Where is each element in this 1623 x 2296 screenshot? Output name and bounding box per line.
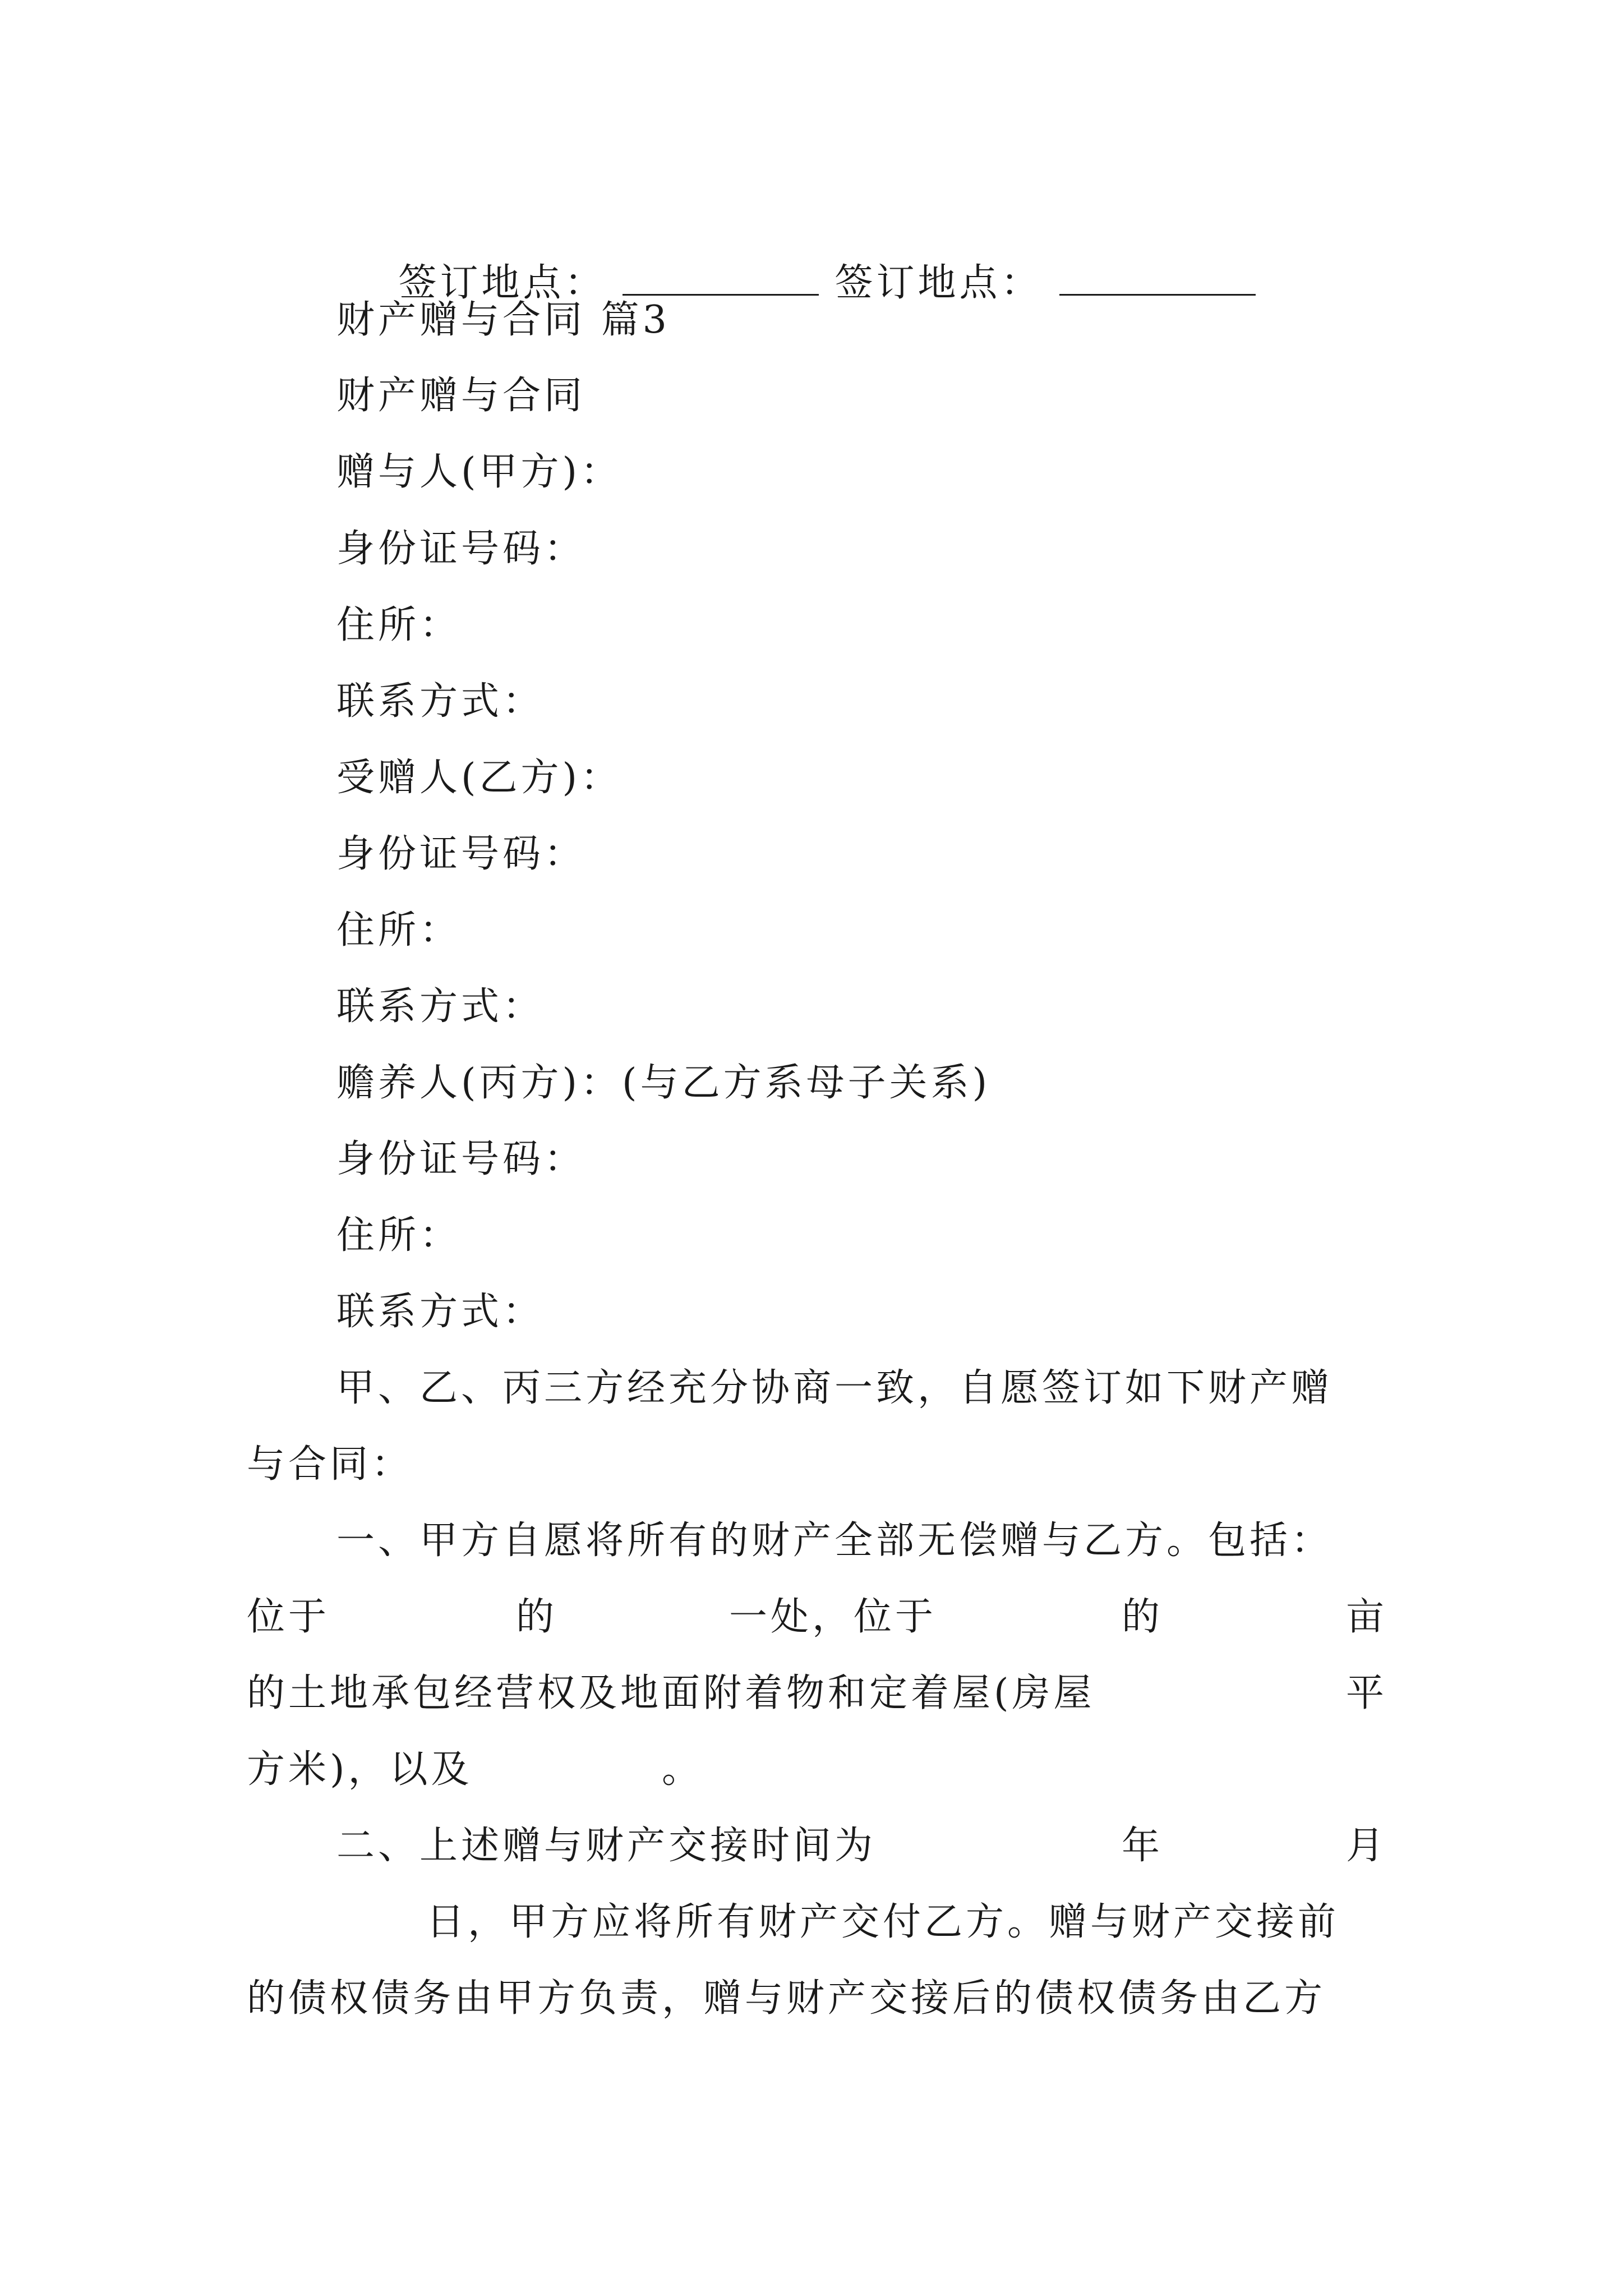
- party-b-heading: 受赠人(乙方)：: [336, 756, 623, 800]
- preamble-line-2: 与合同：: [247, 1442, 413, 1487]
- preamble-line-1: 甲、乙、丙三方经充分协商一致，自愿签订如下财产赠: [336, 1366, 1333, 1410]
- clause-2-line-1-c: 月: [1346, 1824, 1388, 1868]
- clause-2-line-2: 日，甲方应将所有财产交付乙方。赠与财产交接前: [426, 1900, 1340, 1944]
- clause-1-line-4-b: 。: [662, 1747, 704, 1792]
- clause-1-line-3-a: 的土地承包经营权及地面附着物和定着屋(房屋: [247, 1671, 1095, 1715]
- party-c-id: 身份证号码：: [336, 1137, 586, 1181]
- party-a-address: 住所：: [336, 603, 462, 647]
- sign-place-label-1: 签订地点：: [398, 261, 606, 305]
- party-c-heading: 赡养人(丙方)：(与乙方系母子关系): [336, 1061, 991, 1105]
- clause-1-line-2-a: 位于: [247, 1595, 330, 1639]
- sign-place-label-2: 签订地点：: [834, 261, 1043, 305]
- party-b-id: 身份证号码：: [336, 832, 586, 876]
- clause-2-line-3: 的债权债务由甲方负责，赠与财产交接后的债权债务由乙方: [247, 1976, 1326, 2021]
- party-b-contact: 联系方式：: [336, 984, 545, 1029]
- clause-1-line-2-e: 亩: [1346, 1595, 1388, 1639]
- party-a-heading: 赠与人(甲方)：: [336, 450, 623, 494]
- sign-place-blank-1: [623, 263, 819, 296]
- party-a-id: 身份证号码：: [336, 527, 586, 571]
- sign-place-blank-2: [1059, 263, 1256, 296]
- clause-1-line-1: 一、甲方自愿将所有的财产全部无偿赠与乙方。包括：: [336, 1519, 1333, 1563]
- clause-2-line-1-b: 年: [1122, 1824, 1164, 1868]
- clause-1-line-2-d: 的: [1122, 1595, 1164, 1639]
- contract-title: 财产赠与合同: [336, 374, 586, 418]
- party-b-address: 住所：: [336, 908, 462, 953]
- section-title: 财产赠与合同 篇3: [336, 298, 670, 342]
- party-c-contact: 联系方式：: [336, 1290, 545, 1334]
- clause-1-line-3-b: 平: [1346, 1671, 1388, 1715]
- clause-2-line-1-a: 二、上述赠与财产交接时间为: [336, 1824, 877, 1868]
- party-c-address: 住所：: [336, 1213, 462, 1258]
- clause-1-line-4-a: 方米)，以及: [247, 1747, 473, 1792]
- clause-1-line-2-b: 的: [516, 1595, 558, 1639]
- party-a-contact: 联系方式：: [336, 679, 545, 724]
- clause-1-line-2-c: 一处，位于: [729, 1595, 937, 1639]
